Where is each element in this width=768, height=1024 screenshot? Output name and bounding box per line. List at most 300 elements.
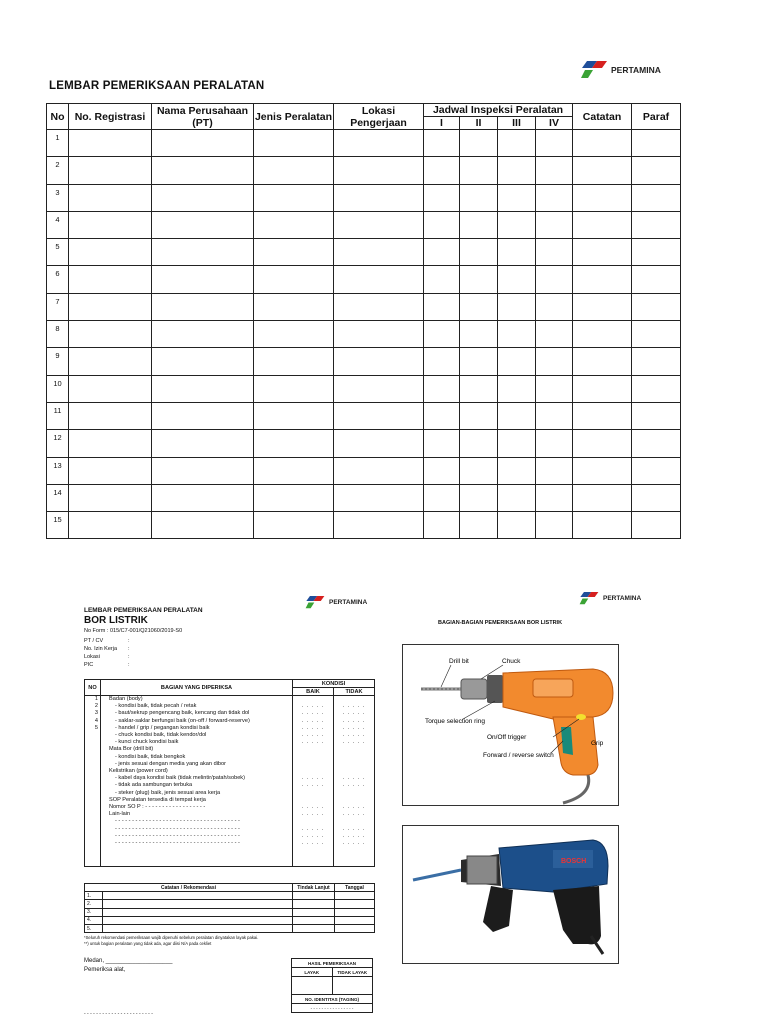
table-cell[interactable] — [69, 211, 152, 238]
table-cell[interactable] — [536, 184, 573, 211]
table-cell[interactable] — [334, 239, 424, 266]
table-cell[interactable] — [498, 321, 536, 348]
rec-cell[interactable] — [335, 908, 375, 916]
table-cell[interactable] — [573, 184, 632, 211]
rec-row-number: 5. — [85, 924, 103, 932]
check-tidak-field[interactable]: . . . . . — [342, 739, 366, 746]
checklist-item-text: SOP Peralatan tersedia di tempat kerja — [109, 796, 206, 803]
rec-header-tanggal: Tanggal — [335, 884, 375, 892]
bullet-icon: - — [115, 724, 119, 731]
table-cell[interactable] — [536, 266, 573, 293]
check-baik-field — [295, 754, 331, 761]
table-cell[interactable] — [460, 430, 498, 457]
table-cell[interactable] — [632, 157, 681, 184]
rec-cell[interactable] — [103, 924, 293, 932]
pertamina-emblem-icon — [305, 596, 325, 609]
table-row — [47, 512, 681, 539]
checklist-item-text: baut/sekrup pengencang baik, kencang dan tidak dol — [118, 710, 250, 717]
table-cell[interactable] — [536, 211, 573, 238]
table-cell[interactable] — [424, 321, 460, 348]
checklist-item-text: - - - - - - - - - - - - - - - - - - - - - - - - - - - - - - - - - - - - — [118, 825, 240, 832]
header-perusahaan-line2: (PT) — [192, 116, 213, 129]
check-tidak-field[interactable]: . . . . . — [342, 840, 366, 847]
table-cell[interactable] — [632, 457, 681, 484]
table-cell[interactable] — [536, 402, 573, 429]
table-cell[interactable] — [498, 239, 536, 266]
form-fields — [84, 637, 130, 669]
table-cell[interactable] — [536, 348, 573, 375]
table-cell[interactable] — [498, 157, 536, 184]
table-cell[interactable] — [573, 239, 632, 266]
table-cell[interactable] — [536, 430, 573, 457]
table-cell[interactable] — [498, 484, 536, 511]
table-cell[interactable] — [69, 484, 152, 511]
pertamina-emblem-icon — [579, 592, 599, 605]
table-cell[interactable] — [69, 375, 152, 402]
form-field-separator: : — [128, 638, 130, 644]
label-grip: Grip — [591, 740, 604, 747]
header-no: No — [47, 104, 69, 130]
check-baik-field — [295, 797, 331, 804]
table-cell[interactable] — [632, 375, 681, 402]
table-cell[interactable] — [334, 457, 424, 484]
table-cell[interactable] — [498, 430, 536, 457]
checklist-item-text: kondisi baik, tidak bengkok — [118, 753, 186, 760]
table-cell[interactable] — [334, 348, 424, 375]
rec-cell[interactable] — [335, 900, 375, 908]
table-cell[interactable] — [152, 239, 254, 266]
table-cell[interactable] — [573, 211, 632, 238]
table-cell[interactable] — [573, 512, 632, 539]
table-row — [47, 457, 681, 484]
table-cell[interactable] — [152, 457, 254, 484]
table-cell[interactable] — [536, 512, 573, 539]
hasil-tidak-box[interactable] — [332, 977, 373, 995]
check-tidak-field[interactable]: . . . . . — [342, 811, 366, 818]
table-cell[interactable] — [460, 293, 498, 320]
table-cell[interactable] — [460, 321, 498, 348]
table-cell[interactable] — [334, 211, 424, 238]
bullet-icon: - — [115, 753, 119, 760]
bullet-icon: - — [115, 703, 119, 710]
table-cell[interactable] — [424, 402, 460, 429]
rec-row — [85, 900, 375, 908]
table-cell[interactable] — [536, 375, 573, 402]
rec-cell[interactable] — [103, 908, 293, 916]
checklist-item-text: Lain-lain — [109, 811, 131, 818]
rec-row-number: 2. — [85, 900, 103, 908]
table-row — [47, 293, 681, 320]
check-tidak-field[interactable]: . . . . . — [342, 775, 366, 782]
inspection-register-table — [46, 103, 681, 539]
form-field-label: Lokasi — [84, 654, 100, 660]
rec-cell[interactable] — [293, 900, 335, 908]
checklist-item — [103, 797, 290, 804]
checklist-subitem — [103, 732, 290, 739]
table-cell[interactable] — [460, 266, 498, 293]
rec-cell[interactable] — [103, 916, 293, 924]
check-baik-field[interactable]: . . . . . — [301, 703, 325, 710]
form-field-label: PIC — [84, 662, 94, 668]
table-cell[interactable] — [498, 512, 536, 539]
check-baik-field[interactable]: . . . . . — [301, 804, 325, 811]
table-cell[interactable] — [573, 266, 632, 293]
table-cell[interactable] — [254, 266, 334, 293]
bullet-icon: - — [115, 732, 119, 739]
check-tidak-field — [336, 768, 372, 775]
checklist-table — [84, 679, 375, 867]
table-cell[interactable] — [632, 430, 681, 457]
header-lokasi — [334, 104, 424, 130]
table-cell[interactable] — [254, 375, 334, 402]
table-cell[interactable] — [498, 211, 536, 238]
table-cell[interactable] — [334, 484, 424, 511]
table-cell[interactable] — [69, 184, 152, 211]
bullet-icon: - — [115, 840, 119, 847]
bullet-icon: - — [115, 832, 119, 839]
bosch-wordmark: BOSCH — [561, 858, 587, 865]
header-jadwal-i: I — [424, 117, 460, 130]
table-cell[interactable] — [334, 184, 424, 211]
rec-row — [85, 892, 375, 900]
table-cell[interactable] — [334, 402, 424, 429]
table-cell[interactable] — [536, 321, 573, 348]
header-lokasi-line1: Lokasi — [361, 104, 396, 117]
check-header-kondisi: KONDISI — [293, 680, 375, 688]
pertamina-emblem-icon — [581, 61, 607, 79]
check-tidak-field[interactable]: . . . . . — [342, 825, 366, 832]
label-chuck: Chuck — [502, 658, 521, 665]
form-field-separator: : — [128, 646, 130, 652]
table-cell[interactable] — [152, 321, 254, 348]
table-cell[interactable] — [632, 512, 681, 539]
bullet-icon: - — [115, 710, 119, 717]
table-cell[interactable] — [460, 457, 498, 484]
form-title: LEMBAR PEMERIKSAAN PERALATAN — [84, 607, 203, 614]
table-cell[interactable] — [498, 184, 536, 211]
table-cell[interactable] — [632, 402, 681, 429]
table-cell[interactable] — [69, 457, 152, 484]
form-notes — [84, 935, 258, 947]
table-cell[interactable] — [334, 430, 424, 457]
table-cell[interactable] — [460, 130, 498, 157]
table-cell[interactable] — [254, 239, 334, 266]
table-cell[interactable] — [536, 457, 573, 484]
table-cell[interactable] — [498, 402, 536, 429]
checklist-item-text: Badan (body) — [109, 696, 143, 702]
pertamina-wordmark: PERTAMINA — [329, 599, 368, 606]
form-field-row — [84, 645, 130, 653]
table-cell[interactable] — [536, 157, 573, 184]
table-cell[interactable] — [69, 348, 152, 375]
check-tidak-field — [336, 797, 372, 804]
table-cell[interactable] — [573, 293, 632, 320]
table-cell[interactable] — [536, 484, 573, 511]
table-cell[interactable] — [254, 348, 334, 375]
table-cell[interactable] — [69, 157, 152, 184]
table-cell[interactable] — [460, 348, 498, 375]
table-cell[interactable] — [632, 484, 681, 511]
check-col-tidak — [334, 696, 375, 867]
table-cell[interactable] — [152, 402, 254, 429]
table-cell[interactable] — [334, 130, 424, 157]
table-cell[interactable] — [424, 266, 460, 293]
table-cell[interactable] — [498, 130, 536, 157]
checklist-item-text: Nomor SO P : - - - - - - - - - - - - - - - - - - — [109, 804, 206, 811]
table-cell[interactable] — [424, 184, 460, 211]
table-cell[interactable] — [498, 457, 536, 484]
table-cell[interactable] — [69, 293, 152, 320]
table-cell[interactable] — [152, 348, 254, 375]
check-baik-field[interactable]: . . . . . — [301, 811, 325, 818]
row-number: 7 — [47, 293, 69, 320]
checklist-item-text: jenis sesuai dengan media yang akan dibor — [118, 760, 227, 767]
check-tidak-field[interactable]: . . . . . — [342, 804, 366, 811]
table-cell[interactable] — [334, 321, 424, 348]
table-cell[interactable] — [254, 402, 334, 429]
table-cell[interactable] — [573, 402, 632, 429]
table-cell[interactable] — [632, 184, 681, 211]
header-jenis: Jenis Peralatan — [254, 104, 334, 130]
check-header-baik: BAIK — [293, 688, 334, 696]
check-tidak-field[interactable]: . . . . . — [342, 782, 366, 789]
table-cell[interactable] — [498, 348, 536, 375]
table-cell[interactable] — [69, 321, 152, 348]
table-cell[interactable] — [460, 157, 498, 184]
table-cell[interactable] — [334, 157, 424, 184]
table-cell[interactable] — [573, 457, 632, 484]
table-cell[interactable] — [254, 293, 334, 320]
check-baik-field — [295, 746, 331, 753]
table-cell[interactable] — [152, 512, 254, 539]
table-cell[interactable] — [69, 266, 152, 293]
table-row — [47, 211, 681, 238]
form-field-row — [84, 653, 130, 661]
table-cell[interactable] — [334, 512, 424, 539]
table-cell[interactable] — [632, 266, 681, 293]
table-cell[interactable] — [424, 293, 460, 320]
table-cell[interactable] — [254, 512, 334, 539]
rec-cell[interactable] — [103, 900, 293, 908]
table-cell[interactable] — [152, 211, 254, 238]
table-cell[interactable] — [498, 375, 536, 402]
table-cell[interactable] — [632, 130, 681, 157]
rec-header-catatan: Catatan / Rekomendasi — [85, 884, 293, 892]
table-cell[interactable] — [424, 375, 460, 402]
table-cell[interactable] — [69, 402, 152, 429]
note-2: **) untuk bagian peralatan yang tidak ada, agar diisi N/A pada cekliet — [84, 941, 212, 946]
drill-diagram — [402, 644, 619, 806]
table-cell[interactable] — [152, 266, 254, 293]
table-cell[interactable] — [254, 457, 334, 484]
table-cell[interactable] — [460, 375, 498, 402]
header-perusahaan — [152, 104, 254, 130]
label-forward: Forward / reverse switch — [483, 752, 554, 759]
table-cell[interactable] — [69, 130, 152, 157]
check-baik-field — [295, 790, 331, 797]
rec-row-number: 4. — [85, 916, 103, 924]
table-cell[interactable] — [152, 375, 254, 402]
rec-row — [85, 924, 375, 932]
check-baik-field[interactable]: . . . . . — [301, 832, 325, 839]
table-cell[interactable] — [69, 239, 152, 266]
check-baik-field[interactable]: . . . . . — [301, 739, 325, 746]
drill-diagram-illustration — [403, 645, 618, 805]
table-cell[interactable] — [424, 484, 460, 511]
table-cell[interactable] — [424, 157, 460, 184]
table-cell[interactable] — [334, 375, 424, 402]
table-cell[interactable] — [632, 211, 681, 238]
check-baik-field[interactable]: . . . . . — [301, 732, 325, 739]
table-cell[interactable] — [573, 130, 632, 157]
checklist-subitem — [103, 833, 290, 840]
table-cell[interactable] — [254, 130, 334, 157]
table-cell[interactable] — [573, 157, 632, 184]
sign-role: Pemeriksa alat, — [84, 967, 126, 973]
checklist-item-text: kunci chuck kondisi baik — [118, 739, 179, 746]
table-cell[interactable] — [254, 211, 334, 238]
table-cell[interactable] — [632, 321, 681, 348]
checklist-item-text: saklar-saklar berfungsi baik (on-off / forward-reserve) — [118, 717, 250, 724]
table-cell[interactable] — [424, 430, 460, 457]
rec-cell[interactable] — [293, 908, 335, 916]
check-baik-field[interactable]: . . . . . — [301, 775, 325, 782]
table-cell[interactable] — [460, 402, 498, 429]
checklist-item-text: steker (plug) baik, jenis sesuai area kerja — [118, 789, 221, 796]
item-number: 4 — [94, 717, 98, 724]
table-cell[interactable] — [254, 321, 334, 348]
check-baik-field[interactable]: . . . . . — [301, 724, 325, 731]
table-cell[interactable] — [152, 484, 254, 511]
table-row — [47, 157, 681, 184]
hasil-title: HASIL PEMERIKSAAN — [292, 959, 373, 968]
table-cell[interactable] — [460, 239, 498, 266]
table-cell[interactable] — [632, 293, 681, 320]
checklist-item-text: - - - - - - - - - - - - - - - - - - - - - - - - - - - - - - - - - - - - — [118, 840, 240, 847]
rec-cell[interactable] — [335, 892, 375, 900]
check-tidak-field — [336, 790, 372, 797]
table-cell[interactable] — [573, 321, 632, 348]
check-baik-field[interactable]: . . . . . — [301, 782, 325, 789]
table-cell[interactable] — [424, 239, 460, 266]
row-number: 9 — [47, 348, 69, 375]
rec-cell[interactable] — [103, 892, 293, 900]
table-cell[interactable] — [254, 430, 334, 457]
check-baik-field[interactable]: . . . . . — [301, 840, 325, 847]
table-cell[interactable] — [536, 239, 573, 266]
table-row — [47, 348, 681, 375]
table-cell[interactable] — [632, 348, 681, 375]
table-cell[interactable] — [536, 130, 573, 157]
table-cell[interactable] — [460, 184, 498, 211]
table-cell[interactable] — [632, 239, 681, 266]
table-cell[interactable] — [460, 484, 498, 511]
table-cell[interactable] — [69, 430, 152, 457]
table-cell[interactable] — [424, 348, 460, 375]
table-cell[interactable] — [498, 266, 536, 293]
table-cell[interactable] — [152, 184, 254, 211]
item-number: 5 — [94, 724, 98, 731]
row-number: 15 — [47, 512, 69, 539]
table-cell[interactable] — [498, 293, 536, 320]
bullet-icon: - — [115, 789, 119, 796]
rec-cell[interactable] — [335, 924, 375, 932]
rec-cell[interactable] — [293, 892, 335, 900]
table-cell[interactable] — [152, 430, 254, 457]
checklist-item — [103, 811, 290, 818]
check-tidak-field[interactable]: . . . . . — [342, 732, 366, 739]
table-cell[interactable] — [334, 266, 424, 293]
check-tidak-field[interactable]: . . . . . — [342, 832, 366, 839]
table-cell[interactable] — [573, 430, 632, 457]
checklist-subitem — [103, 790, 290, 797]
rec-cell[interactable] — [335, 916, 375, 924]
check-tidak-field[interactable]: . . . . . — [342, 724, 366, 731]
table-cell[interactable] — [573, 375, 632, 402]
table-row — [47, 430, 681, 457]
table-cell[interactable] — [152, 157, 254, 184]
check-tidak-field — [336, 746, 372, 753]
check-baik-field[interactable]: . . . . . — [301, 710, 325, 717]
item-number: 2 — [94, 703, 98, 710]
form-field-label: PT / CV — [84, 638, 104, 644]
check-col-items — [101, 696, 293, 867]
checklist-item-text: Mata Bor (drill bit) — [109, 746, 154, 753]
label-torque: Torque selection ring — [425, 718, 485, 725]
header-jadwal-iii: III — [498, 117, 536, 130]
checklist-subitem — [103, 782, 290, 789]
bullet-icon: - — [115, 717, 119, 724]
check-baik-field — [295, 761, 331, 768]
table-cell[interactable] — [424, 457, 460, 484]
table-cell[interactable] — [536, 293, 573, 320]
table-cell[interactable] — [424, 130, 460, 157]
check-tidak-field[interactable]: . . . . . — [342, 717, 366, 724]
table-cell[interactable] — [254, 484, 334, 511]
table-cell[interactable] — [334, 293, 424, 320]
table-cell[interactable] — [152, 293, 254, 320]
hasil-layak-box[interactable] — [292, 977, 333, 995]
checklist-subitem — [103, 840, 290, 847]
sign-place: Medan, ____________________ — [84, 958, 173, 964]
hasil-table — [291, 958, 373, 1013]
table-cell[interactable] — [69, 512, 152, 539]
check-tidak-field[interactable]: . . . . . — [342, 710, 366, 717]
table-cell[interactable] — [573, 348, 632, 375]
bullet-icon: - — [115, 739, 119, 746]
checklist-item — [103, 696, 290, 703]
check-tidak-field[interactable]: . . . . . — [342, 703, 366, 710]
pertamina-logo-parts — [579, 592, 641, 605]
checklist-item-text: - - - - - - - - - - - - - - - - - - - - - - - - - - - - - - - - - - - - — [118, 818, 240, 825]
check-baik-field[interactable]: . . . . . — [301, 717, 325, 724]
table-cell[interactable] — [152, 130, 254, 157]
rec-cell[interactable] — [293, 924, 335, 932]
row-number: 3 — [47, 184, 69, 211]
table-cell[interactable] — [254, 184, 334, 211]
row-number: 10 — [47, 375, 69, 402]
checklist-subitem — [103, 718, 290, 725]
table-cell[interactable] — [573, 484, 632, 511]
table-cell[interactable] — [460, 211, 498, 238]
table-cell[interactable] — [424, 211, 460, 238]
page-title: LEMBAR PEMERIKSAAN PERALATAN — [49, 80, 265, 92]
check-baik-field[interactable]: . . . . . — [301, 825, 325, 832]
table-cell[interactable] — [460, 512, 498, 539]
rec-cell[interactable] — [293, 916, 335, 924]
table-cell[interactable] — [424, 512, 460, 539]
table-cell[interactable] — [254, 157, 334, 184]
